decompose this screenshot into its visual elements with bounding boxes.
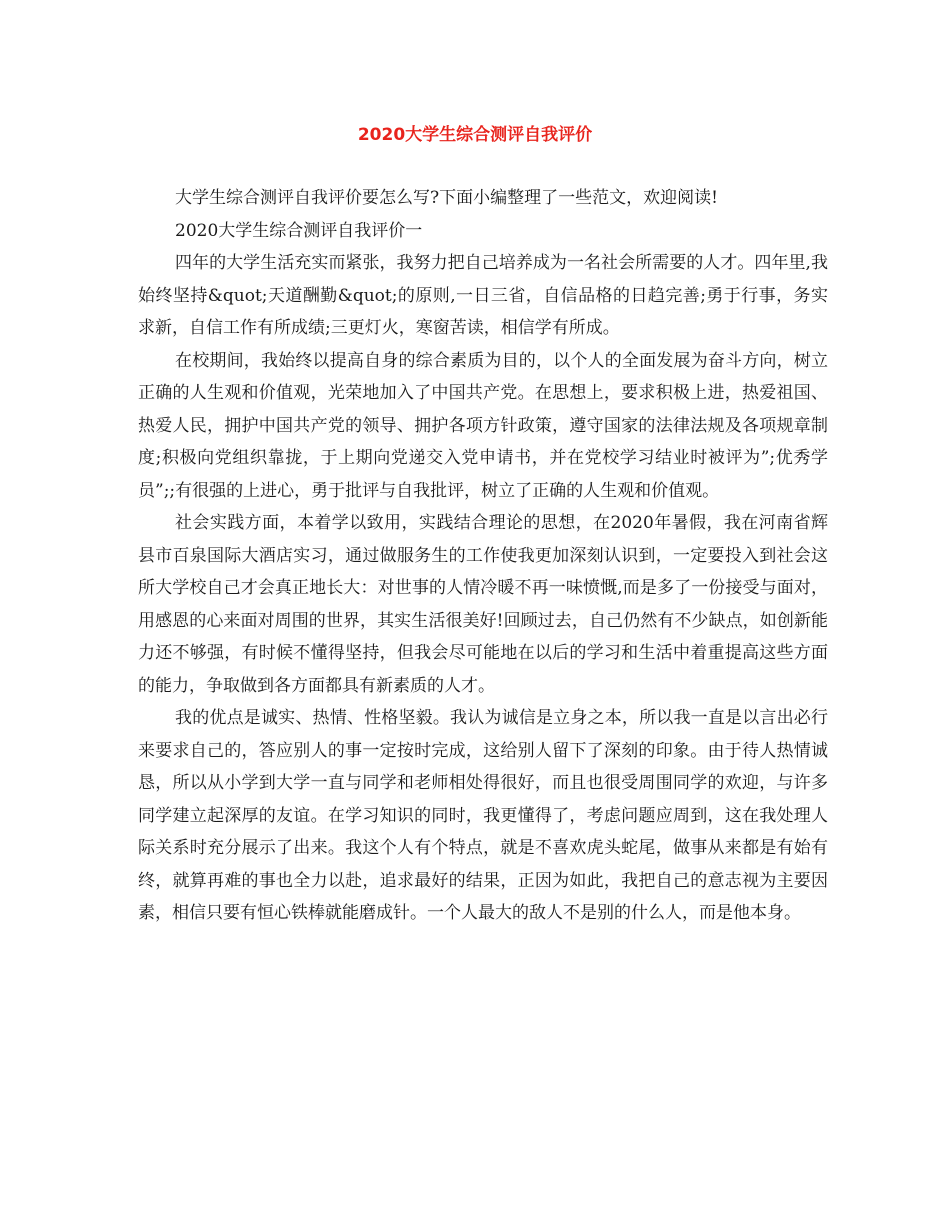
paragraph-school-period: 在校期间，我始终以提高自身的综合素质为目的，以个人的全面发展为奋斗方向，树立正确的人生观和价值观，光荣地加入了中国共产党。在思想上，要求积极上进，热爱祖国、热爱人民，拥护中国共产党的领导、拥护各项方针政策，遵守国家的法律法规及各项规章制度;积极向党组织靠拢，于上期向党递交入党申请书，并在党校学习结业时被评为”;优秀学员”;;有很强的上进心，勇于批评与自我批评，树立了正确的人生观和价值观。 xyxy=(138,350,828,501)
paragraph-subheading: 2020大学生综合测评自我评价一 xyxy=(175,220,423,241)
paragraph-four-years: 四年的大学生活充实而紧张，我努力把自己培养成为一名社会所需要的人才。四年里,我始终坚持&quot;天道酬勤&quot;的原则,一日三省，自信品格的日趋完善;勇于行事，务实求新，自信工作有所成绩;三更灯火，寒窗苦读，相信学有所成。 xyxy=(138,253,828,338)
document-title: 2020大学生综合测评自我评价 xyxy=(357,125,593,145)
paragraph-intro: 大学生综合测评自我评价要怎么写?下面小编整理了一些范文，欢迎阅读! xyxy=(175,188,718,208)
paragraph-strengths: 我的优点是诚实、热情、性格坚毅。我认为诚信是立身之本，所以我一直是以言出必行来要求自己的，答应别人的事一定按时完成，这给别人留下了深刻的印象。由于待人热情诚恳，所以从小学到大学一直与同学和老师相处得很好，而且也很受周围同学的欢迎，与许多同学建立起深厚的友谊。在学习知识的同时，我更懂得了，考虑问题应周到，这在我处理人际关系时充分展示了出来。我这个人有个特点，就是不喜欢虎头蛇尾，做事从来都是有始有终，就算再难的事也全力以赴，追求最好的结果，正因为如此，我把自己的意志视为主要因素，相信只要有恒心铁棒就能磨成针。一个人最大的敌人不是别的什么人，而是他本身。 xyxy=(138,708,828,923)
document-body xyxy=(138,182,828,930)
paragraph-social-practice: 社会实践方面，本着学以致用，实践结合理论的思想，在2020年暑假，我在河南省辉县市百泉国际大酒店实习，通过做服务生的工作使我更加深刻认识到，一定要投入到社会这所大学校自己才会真正地长大：对世事的人情冷暖不再一味愤慨,而是多了一份接受与面对，用感恩的心来面对周围的世界，其实生活很美好!回顾过去，自己仍然有不少缺点，如创新能力还不够强，有时候不懂得坚持，但我会尽可能地在以后的学习和生活中着重提高这些方面的能力，争取做到各方面都具有新素质的人才。 xyxy=(138,513,828,696)
